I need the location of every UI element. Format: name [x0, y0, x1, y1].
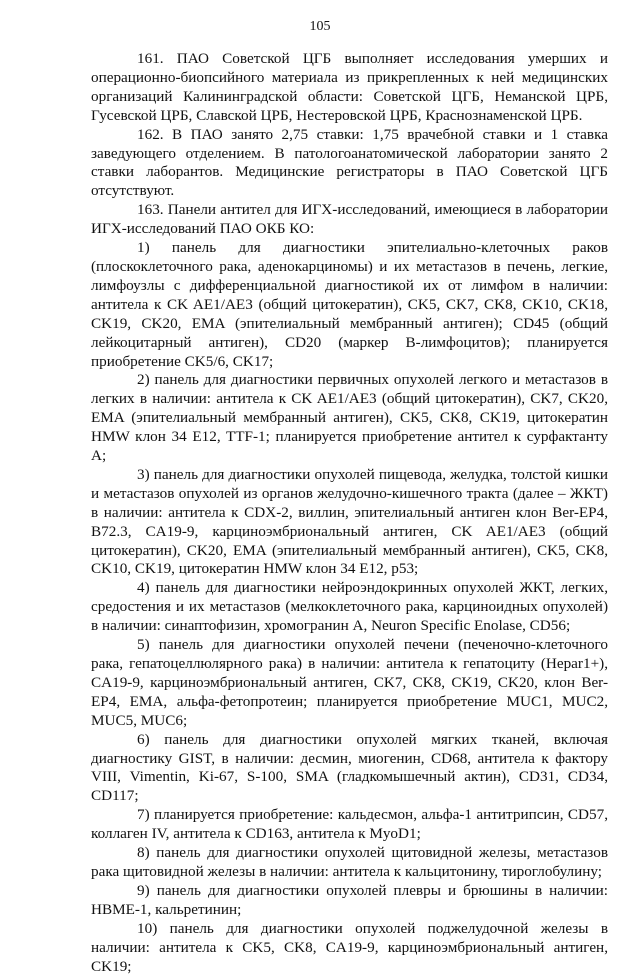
list-item-panel-8: 8) панель для диагностики опухолей щитовидной железы, метастазов рака щитовидной железы в наличии: антитела к кальцитонину, тироглобулину;: [91, 844, 608, 880]
list-item-panel-5: 5) панель для диагностики опухолей печени (печеночно-клеточного рака, гепатоцеллюлярного рака) в наличии: антитела к гепатоциту (Hepar1+), CA19-9, карциноэмбриональный антиген, CK7, CK8, CK19, CK20, клон Ber-EP4, EMA, альфа-фетопротеин; планируется приобретение MUC1, MUC2, MUC5, MUC6;: [91, 636, 608, 729]
list-item-panel-4: 4) панель для диагностики нейроэндокринных опухолей ЖКТ, легких, средостения и их метастазов (мелкоклеточного рака, карциноидных опухолей) в наличии: синаптофизин, хромогранин A, Neuron Specific Enolase, CD56;: [91, 579, 608, 635]
paragraph-161: 161. ПАО Советской ЦГБ выполняет исследования умерших и операционно-биопсийного материала из прикрепленных к ней медицинских организаций Калининградской области: Советской ЦГБ, Неманской ЦРБ, Гусевской ЦРБ, Славской ЦРБ, Нестеровской ЦРБ, Краснознаменской ЦРБ.: [91, 50, 608, 124]
list-item-panel-9: 9) панель для диагностики опухолей плевры и брюшины в наличии: HBME-1, кальретинин;: [91, 881, 608, 918]
list-item-panel-7: 7) планируется приобретение: кальдесмон, альфа-1 антитрипсин, CD57, коллаген IV, антитела к CD163, антитела к MyoD1;: [91, 806, 608, 843]
document-body: [91, 50, 608, 976]
list-item-panel-1: 1) панель для диагностики эпителиально-клеточных раков (плоскоклеточного рака, аденокарциномы) и их метастазов в печень, легкие, лимфоузлы с дифференциальной диагностикой их от лимфом в наличии: антитела к CK AE1/AE3 (общий цитокератин), CK5, CK7, CK8, CK10, CK18, CK19, CK20, EMA (эпителиальный мембранный антиген); CD45 (общий лейкоцитарный антиген), CD20 (маркер В-лимфоцитов); планируется приобретение CK5/6, CK17;: [91, 239, 608, 370]
list-item-panel-3: 3) панель для диагностики опухолей пищевода, желудка, толстой кишки и метастазов опухолей из органов желудочно-кишечного тракта (далее – ЖКТ) в наличии: антитела к CDX-2, виллин, эпителиальный антиген клон Ber-EP4, B72.3, CA19-9, карциноэмбриональный антиген, CK AE1/AE3 (общий цитокератин), CK20, EMA (эпителиальный мембранный антиген), CK5, CK8, CK10, CK19, цитокератин HMW клон 34 E12, p53;: [91, 465, 608, 578]
page-number: 105: [309, 19, 331, 34]
list-item-panel-6: 6) панель для диагностики опухолей мягких тканей, включая диагностику GIST, в наличии: десмин, миогенин, CD68, антитела к фактору VIII, Vimentin, Ki-67, S-100, SMA (гладкомышечный актин), CD31, CD34, CD117;: [91, 730, 608, 805]
list-item-panel-2: 2) панель для диагностики первичных опухолей легкого и метастазов в легких в наличии: антитела к CK AE1/AE3 (общий цитокератин), CK7, CK20, EMA (эпителиальный мембранный антиген), CK5, CK8, CK19, цитокератин HMW клон 34 E12, TTF-1; планируется приобретение антител к сурфактанту A;: [91, 371, 608, 465]
paragraph-163: 163. Панели антител для ИГХ-исследований, имеющиеся в лаборатории ИГХ-исследований ПАО ОКБ КО:: [91, 201, 608, 238]
list-item-panel-10: 10) панель для диагностики опухолей поджелудочной железы в наличии: антитела к CK5, CK8, CA19-9, карциноэмбриональный антиген, CK19;: [91, 919, 608, 975]
paragraph-162: 162. В ПАО занято 2,75 ставки: 1,75 врачебной ставки и 1 ставка заведующего отделением. В патологоанатомической лаборатории занято 2 ставки лаборантов. Медицинские регистраторы в ПАО Советской ЦГБ отсутствуют.: [91, 125, 608, 200]
